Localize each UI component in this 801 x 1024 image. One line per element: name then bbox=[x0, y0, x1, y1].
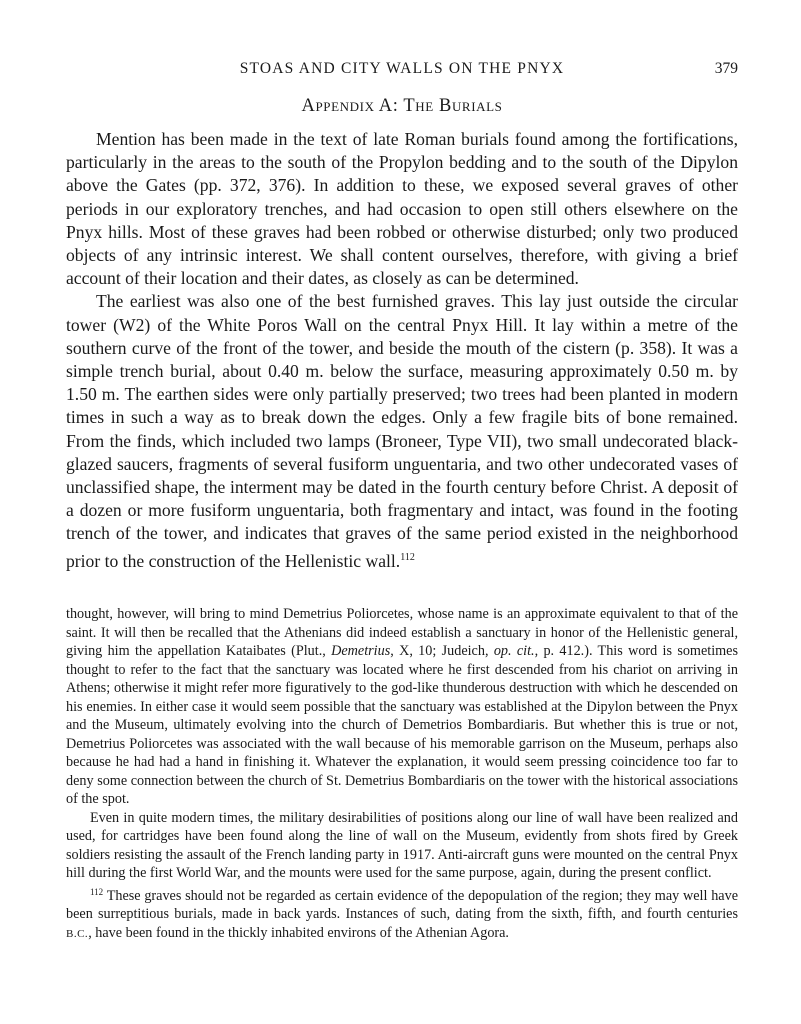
footnote-paragraph-modern bbox=[66, 809, 738, 883]
footnote-marker-112: 112 bbox=[90, 886, 104, 897]
footnote-text: , p. 412.). This word is sometimes thought to refer to the fact that the sanctuary was located where he first descended from his chariot on arriving in Athens; otherwise it might refer more figuratively to the god-like thunderous destruction with which he descended on his enemies. In either case it would seem possible that the sanctuary was established at the Dipylon between the Pnyx and the Museum, ultimately evolving into the church of Demetrios Bombardiaris. But whether this is true or not, Demetrius Poliorcetes was associated with the wall because of his memorable garrison on the Museum, perhaps also because he had had a hand in finishing it. Whatever the explanation, it would seem pressing coincidence too far to deny some connection between the church of St. Demetrius Bombardiaris on the tower with the historical associations of the spot. bbox=[66, 643, 739, 807]
footnote-italic-title: Demetrius bbox=[331, 643, 391, 659]
footnote-text: , have been found in the thickly inhabited environs of the Athenian Agora. bbox=[88, 924, 509, 941]
footnote-text: thought, however, will bring to mind Demetrius Poliorcetes, whose name is an approximate equivalent to that of the saint. It will then be recalled that the Athenians did indeed establish a sanctuary in honor of the Hellenistic general, giving him the appellation Kataibates (Plut., bbox=[66, 606, 738, 659]
running-header bbox=[66, 60, 738, 82]
section-heading: Appendix A: The Burials bbox=[301, 96, 503, 116]
footnote-italic-citation: op. cit. bbox=[493, 643, 535, 659]
footnote-small-caps-bc: B.C. bbox=[66, 927, 89, 940]
footnote-text: , X, 10; Judeich, bbox=[390, 643, 494, 659]
footnote-text: These graves should not be regarded as certain evidence of the depopulation of the region; they may well have been surreptitious burials, made in back yards. Instances of such, dating from the sixth, fifth, and fourth centuries bbox=[66, 887, 738, 922]
footnote-continuation bbox=[66, 605, 738, 809]
body-paragraph-2-text: The earliest was also one of the best furnished graves. This lay just outside the circular tower (W2) of the White Poros Wall on the central Pnyx Hill. It lay within a metre of the southern curve of the front of the tower, and beside the mouth of the cistern (p. 358). It was a simple trench burial, about 0.40 m. below the surface, measuring approximately 0.50 m. by 1.50 m. The earthen sides were only partially preserved; two trees had been planted in modern times in such a way as to break down the edges. Only a few fragile bits of bone remained. From the finds, which included two lamps (Broneer, Type VII), two small undecorated black-glazed saucers, fragments of several fusiform unguentaria, and two other undecorated vases of unclassified shape, the interment may be dated in the fourth century before Christ. A deposit of a dozen or more fusiform unguentaria, both fragmentary and intact, was found in the footing trench of the tower, and indicates that graves of the same period existed in the neighborhood prior to the construction of the Hellenistic wall. bbox=[66, 291, 738, 571]
body-paragraph-2 bbox=[66, 290, 738, 572]
footnote-112 bbox=[66, 883, 738, 944]
body-text bbox=[66, 128, 738, 573]
page-number: 379 bbox=[714, 60, 738, 77]
footnote-text: Even in quite modern times, the military desirabilities of positions along our line of wall have been realized and used, for cartridges have been found along the line of wall on the Museum, evidently from shots fired by Greek soldiers resisting the assault of the French landing party in 1917. Anti-aircraft guns were mounted on the central Pnyx hill during the first World War, and the mounts were used for the same purpose, again, during the present conflict. bbox=[66, 809, 738, 881]
footnotes bbox=[66, 605, 738, 943]
running-title: STOAS AND CITY WALLS ON THE PNYX bbox=[239, 60, 565, 77]
footnote-ref-112[interactable]: 112 bbox=[400, 551, 415, 563]
body-paragraph-1-text: Mention has been made in the text of late Roman burials found among the fortifications, particularly in the areas to the south of the Propylon bedding and to the south of the Dipylon above the Gates (pp. 372, 376). In addition to these, we exposed several graves of other periods in our exploratory trenches, and had occasion to open still others elsewhere on the Pnyx hills. Most of these graves had been robbed or otherwise disturbed; only two produced objects of any intrinsic interest. We shall content ourselves, therefore, with giving a brief account of their location and their dates, as closely as can be determined. bbox=[66, 129, 738, 289]
body-paragraph-1 bbox=[66, 128, 738, 290]
